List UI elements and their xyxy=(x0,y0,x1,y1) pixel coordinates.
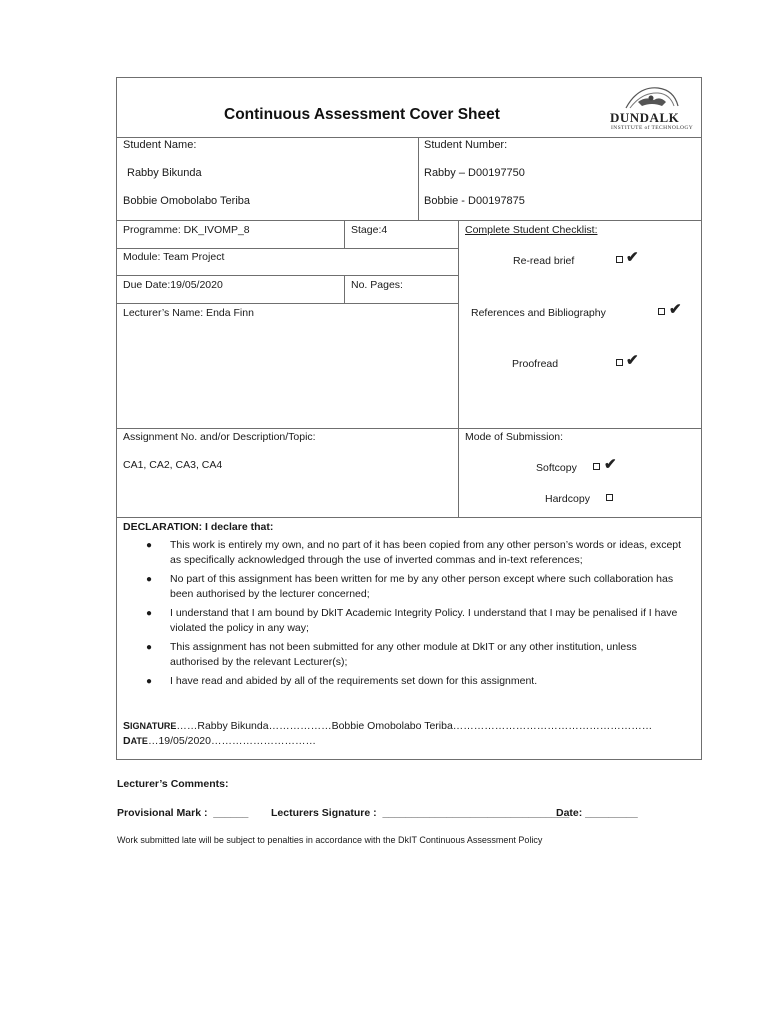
declaration-list xyxy=(146,538,686,693)
list-item: ● No part of this assignment has been written for me by any other person except where such collaboration has been authorised by the lecturer concerned; xyxy=(146,573,674,600)
student-name-2: Bobbie Omobolabo Teriba xyxy=(123,195,250,207)
divider xyxy=(116,517,702,518)
hardcopy-label: Hardcopy xyxy=(545,493,590,505)
declaration-text: I have read and abided by all of the requirements set down for this assignment. xyxy=(170,675,538,687)
declaration-text: No part of this assignment has been written for me by any other person except where such collaboration has been authorised by the lecturer concerned; xyxy=(170,573,674,600)
declaration-text: This work is entirely my own, and no part of it has been copied from any other person’s words or ideas, except as specifically acknowledged through the use of inverted commas and in-text references; xyxy=(170,539,682,566)
assignment-label: Assignment No. and/or Description/Topic: xyxy=(123,431,316,443)
softcopy-checkbox[interactable] xyxy=(593,463,600,470)
signature-label-initial: S xyxy=(123,720,131,732)
checklist-item-references: References and Bibliography xyxy=(471,307,606,319)
dundalk-logo xyxy=(608,84,694,132)
provisional-mark-field: Provisional Mark : ______ xyxy=(117,807,249,819)
divider xyxy=(116,303,458,304)
divider xyxy=(116,428,702,429)
list-item: ● This assignment has not been submitted for any other module at DkIT or any other institution, unless authorised by the relevant Lecturer(s); xyxy=(146,641,637,668)
divider xyxy=(458,220,459,517)
student-number-2: Bobbie - D00197875 xyxy=(424,195,525,207)
list-item: ● This work is entirely my own, and no part of it has been copied from any other person’s words or ideas, except as specifically acknowledged through the use of inverted commas and in-text references; xyxy=(146,539,682,566)
checkmark-icon: ✔ xyxy=(604,456,617,473)
divider xyxy=(116,137,702,138)
logo-name: DUNDALK xyxy=(610,110,680,125)
pages-field: No. Pages: xyxy=(351,279,403,291)
reread-brief-checkbox[interactable] xyxy=(616,256,623,263)
checkmark-icon: ✔ xyxy=(626,249,639,266)
divider xyxy=(344,220,345,248)
references-checkbox[interactable] xyxy=(658,308,665,315)
student-number-label: Student Number: xyxy=(424,139,508,151)
hardcopy-checkbox[interactable] xyxy=(606,494,613,501)
proofread-checkbox[interactable] xyxy=(616,359,623,366)
date-label-rest: ATE xyxy=(130,736,148,746)
checklist-title: Complete Student Checklist: xyxy=(465,224,598,236)
checklist-item-reread-brief: Re-read brief xyxy=(513,255,575,267)
late-submission-note: Work submitted late will be subject to penalties in accordance with the DkIT Continuous Assessment Policy xyxy=(117,835,543,845)
divider xyxy=(418,137,419,220)
date-label-initial: D xyxy=(123,735,131,747)
divider xyxy=(116,275,458,276)
due-date-field: Due Date:19/05/2020 xyxy=(123,279,223,291)
student-name-1: Rabby Bikunda xyxy=(127,167,202,179)
date-value: …19/05/2020………………………… xyxy=(147,735,316,747)
stage-field: Stage:4 xyxy=(351,224,388,236)
programme-field: Programme: DK_IVOMP_8 xyxy=(123,224,250,236)
divider xyxy=(116,220,702,221)
checklist-item-proofread: Proofread xyxy=(512,358,559,370)
declaration-heading xyxy=(123,521,273,533)
checkmark-icon: ✔ xyxy=(626,352,639,369)
declaration-text: I understand that I am bound by DkIT Academic Integrity Policy. I understand that I may be penalised if I have violated the policy in any way; xyxy=(170,607,678,634)
submission-label: Mode of Submission: xyxy=(465,431,564,443)
signature-line xyxy=(123,720,652,732)
declaration-text: This assignment has not been submitted for any other module at DkIT or any other institution, unless authorised by the relevant Lecturer(s); xyxy=(170,641,637,668)
declaration-heading-rest: : I declare that: xyxy=(198,521,274,533)
date-field: Date: _________ xyxy=(556,807,638,819)
assignment-value: CA1, CA2, CA3, CA4 xyxy=(123,459,223,471)
divider xyxy=(116,248,458,249)
checkmark-icon: ✔ xyxy=(669,301,682,318)
softcopy-label: Softcopy xyxy=(536,462,577,474)
lecturers-signature-field: Lecturers Signature : ________________________________ xyxy=(271,807,570,819)
page-title: Continuous Assessment Cover Sheet xyxy=(224,106,500,123)
list-item: ● I understand that I am bound by DkIT Academic Integrity Policy. I understand that I may be penalised if I have violated the policy in any way; xyxy=(146,607,678,634)
logo-subtitle: INSTITUTE of TECHNOLOGY xyxy=(611,125,694,131)
student-name-label: Student Name: xyxy=(123,139,197,151)
divider xyxy=(344,275,345,303)
declaration-heading-bold: DECLARATION xyxy=(123,521,199,533)
student-number-1: Rabby – D00197750 xyxy=(424,167,525,179)
lecturer-comments-label: Lecturer’s Comments: xyxy=(117,778,229,790)
lecturer-name-field: Lecturer’s Name: Enda Finn xyxy=(123,307,254,319)
list-item: ● I have read and abided by all of the requirements set down for this assignment. xyxy=(146,675,538,687)
signature-value: ……Rabby Bikunda………………Bobbie Omobolabo Teriba………………………………………………… xyxy=(176,720,653,732)
logo-emblem-icon xyxy=(608,84,694,112)
signature-label-rest: IGNATURE xyxy=(130,721,177,731)
module-field: Module: Team Project xyxy=(123,251,225,263)
date-line xyxy=(123,735,316,747)
